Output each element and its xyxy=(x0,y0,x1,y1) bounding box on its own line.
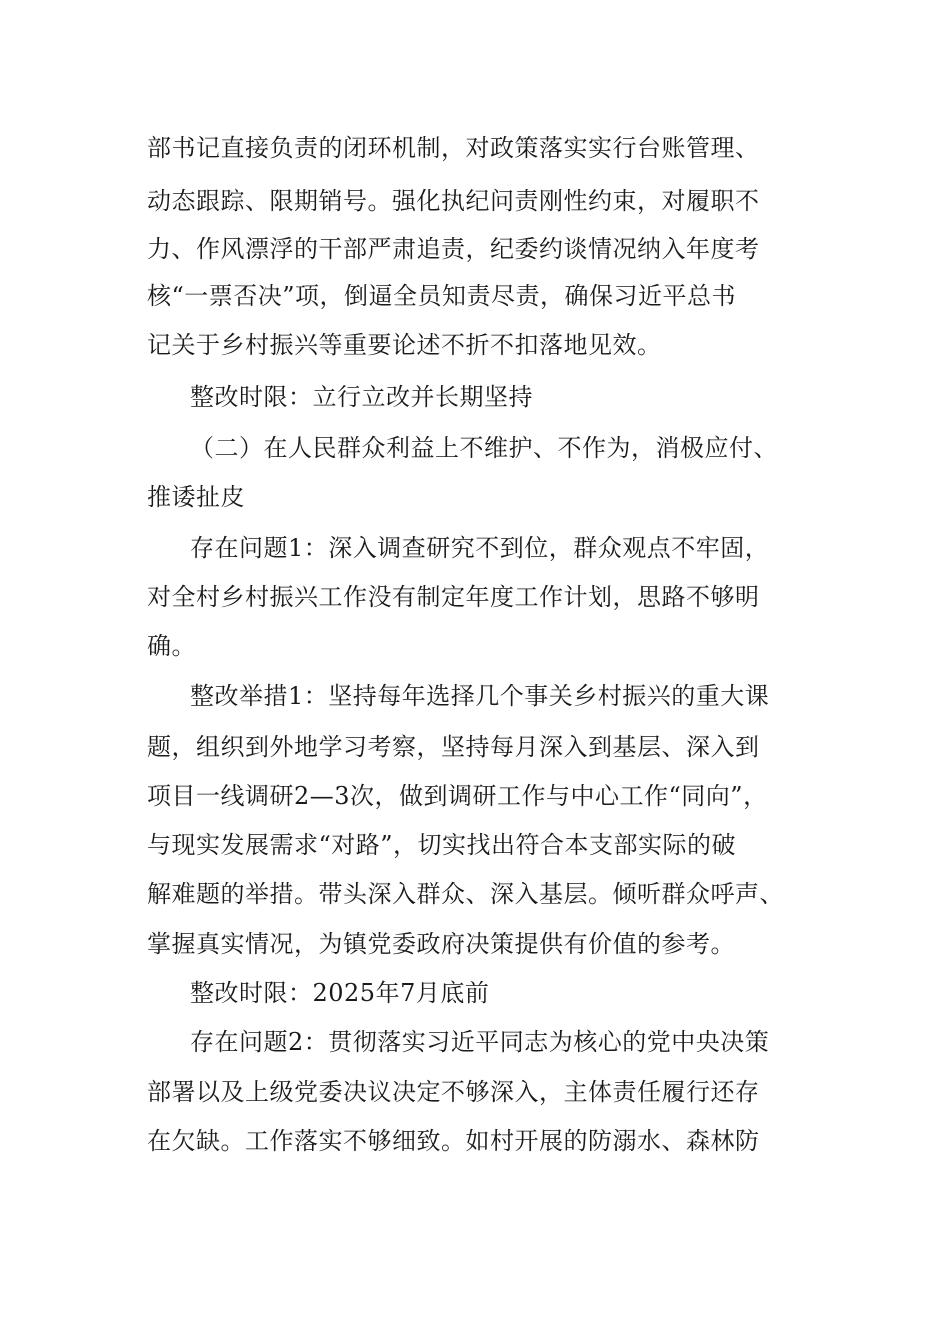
body-text-line: 在欠缺。工作落实不够细致。如村开展的防溺水、森林防 xyxy=(147,1127,760,1155)
deadline-line: 整改时限：立行立改并长期坚持 xyxy=(190,383,533,411)
section-heading-continued: 推诿扯皮 xyxy=(147,483,245,511)
body-text-line: 部署以及上级党委决议决定不够深入，主体责任履行还存 xyxy=(147,1078,760,1106)
body-text-line: 解难题的举措。带头深入群众、深入基层。倾听群众呼声、 xyxy=(147,880,784,908)
problem-2-line: 存在问题2：贯彻落实习近平同志为核心的党中央决策 xyxy=(190,1028,770,1056)
section-heading: （二）在人民群众利益上不维护、不作为，消极应付、 xyxy=(190,434,778,462)
body-text-line: 动态跟踪、限期销号。强化执纪问责刚性约束，对履职不 xyxy=(147,187,760,215)
body-text-line: 项目一线调研2—3次，做到调研工作与中心工作“同向”， xyxy=(147,782,768,810)
body-text-line: 核“一票否决”项，倒逼全员知责尽责，确保习近平总书 xyxy=(147,282,737,310)
measure-1-line: 整改举措1：坚持每年选择几个事关乡村振兴的重大课 xyxy=(190,682,770,710)
body-text-line: 与现实发展需求“对路”，切实找出符合本支部实际的破 xyxy=(147,831,737,859)
body-text-line: 题，组织到外地学习考察，坚持每月深入到基层、深入到 xyxy=(147,733,760,761)
body-text-line: 掌握真实情况，为镇党委政府决策提供有价值的参考。 xyxy=(147,930,735,958)
deadline-line: 整改时限：2025年7月底前 xyxy=(190,979,490,1007)
body-text-line: 部书记直接负责的闭环机制，对政策落实实行台账管理、 xyxy=(147,134,760,162)
body-text-line: 对全村乡村振兴工作没有制定年度工作计划，思路不够明 xyxy=(147,583,760,611)
body-text-line: 确。 xyxy=(147,632,196,660)
body-text-line: 记关于乡村振兴等重要论述不折不扣落地见效。 xyxy=(147,331,662,359)
problem-1-line: 存在问题1：深入调查研究不到位，群众观点不牢固， xyxy=(190,534,770,562)
body-text-line: 力、作风漂浮的干部严肃追责，纪委约谈情况纳入年度考 xyxy=(147,235,760,263)
